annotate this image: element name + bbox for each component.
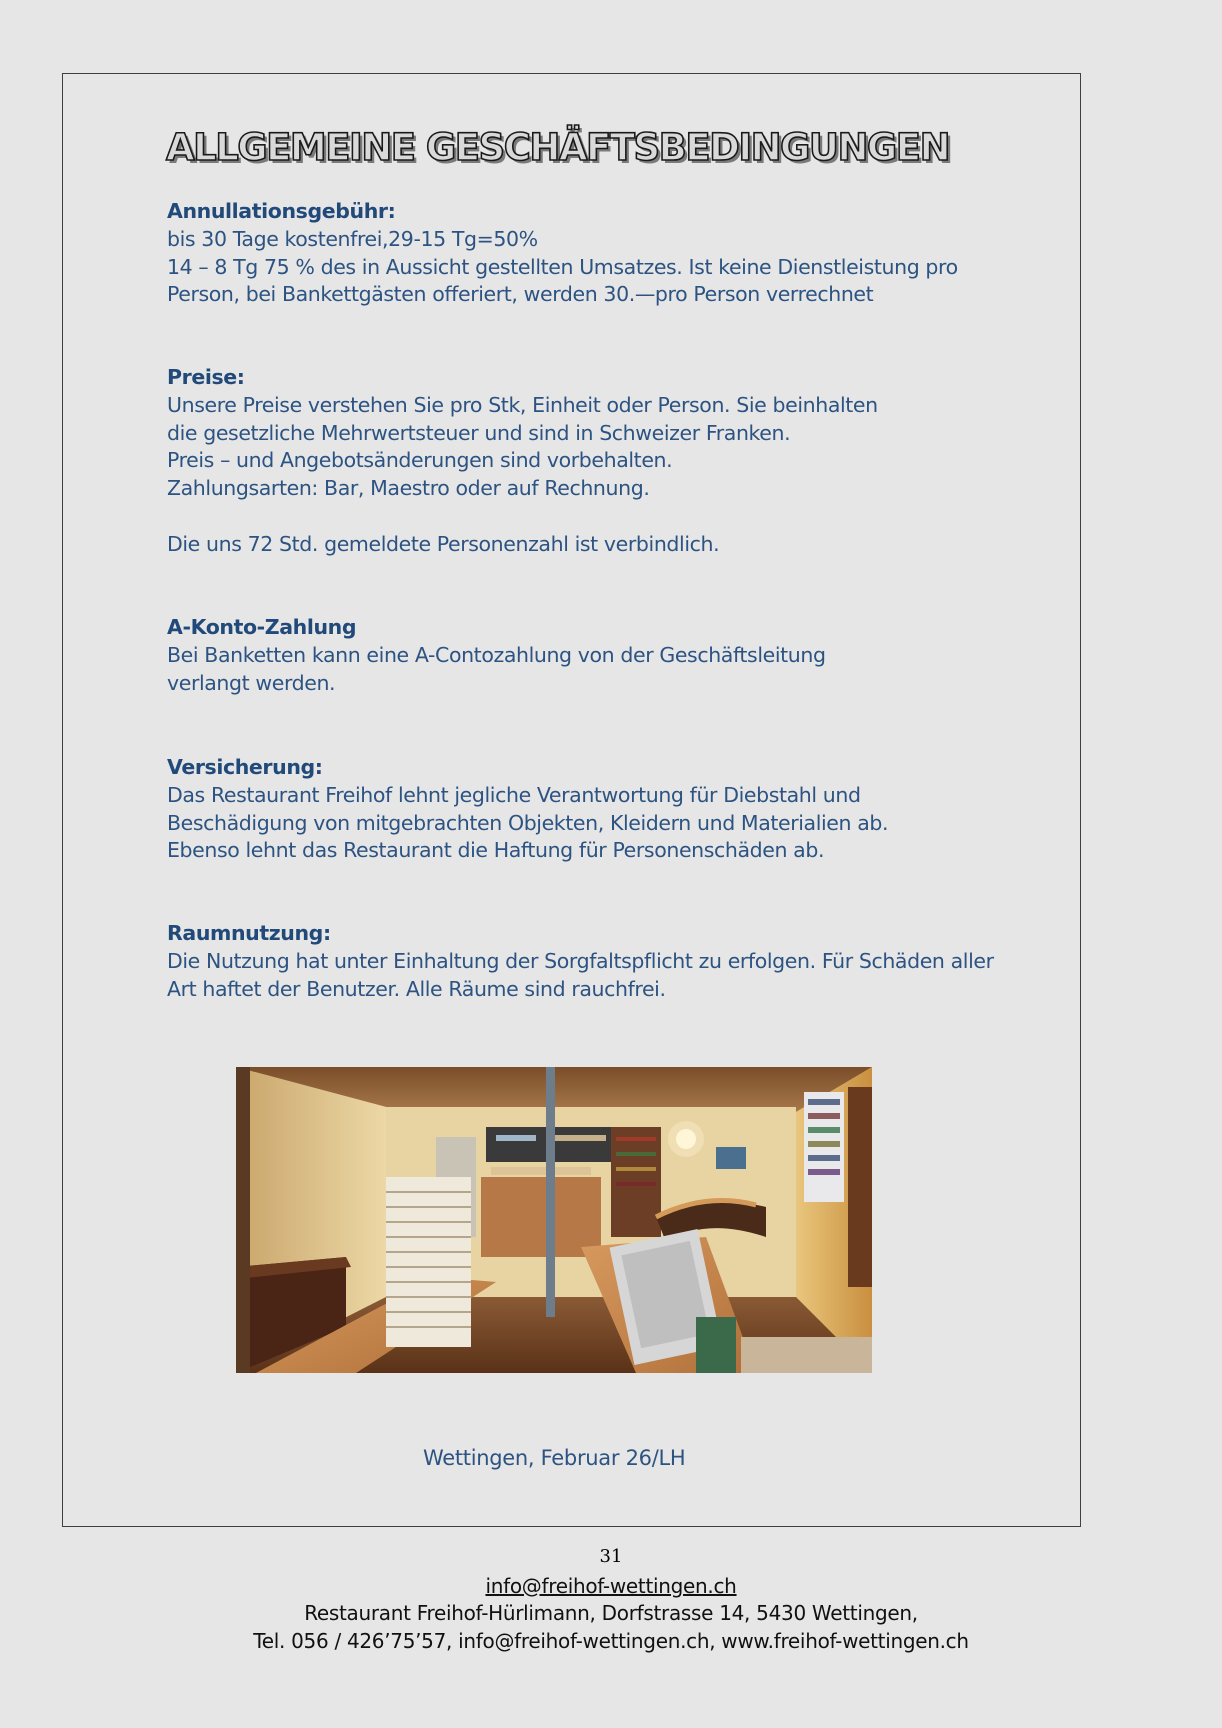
- section-heading: A-Konto-Zahlung: [167, 615, 357, 639]
- section-line: verlangt werden.: [167, 670, 336, 695]
- section-line: Unsere Preise verstehen Sie pro Stk, Einheit oder Person. Sie beinhalten: [167, 392, 878, 417]
- page-title: ALLGEMEINE GESCHÄFTSBEDINGUNGEN: [166, 126, 950, 169]
- section-heading: Raumnutzung:: [167, 921, 331, 945]
- section-preise: [167, 364, 878, 559]
- section-line: Ebenso lehnt das Restaurant die Haftung für Personenschäden ab.: [167, 838, 825, 863]
- section-versicherung: [167, 754, 888, 865]
- section-line: Art haftet der Benutzer. Alle Räume sind rauchfrei.: [167, 976, 666, 1001]
- date-signature: Wettingen, Februar 26/LH: [423, 1446, 686, 1470]
- section-heading: Versicherung:: [167, 755, 323, 779]
- restaurant-interior-illustration: [236, 1067, 872, 1373]
- section-line: Bei Banketten kann eine A-Contozahlung von der Geschäftsleitung: [167, 642, 826, 667]
- section-line: Preis – und Angebotsänderungen sind vorbehalten.: [167, 448, 673, 473]
- footer-address: Restaurant Freihof-Hürlimann, Dorfstrasse 14, 5430 Wettingen,: [304, 1601, 918, 1625]
- footer-email-link[interactable]: info@freihof-wettingen.ch: [485, 1574, 737, 1598]
- restaurant-interior-photo: [236, 1067, 872, 1373]
- section-line: Das Restaurant Freihof lehnt jegliche Verantwortung für Diebstahl und: [167, 782, 861, 807]
- section-heading: Annullationsgebühr:: [167, 199, 396, 223]
- section-heading: Preise:: [167, 365, 245, 389]
- section-annullation: [167, 198, 958, 309]
- section-note: Die uns 72 Std. gemeldete Personenzahl ist verbindlich.: [167, 531, 720, 556]
- section-line: Die Nutzung hat unter Einhaltung der Sorgfaltspflicht zu erfolgen. Für Schäden aller: [167, 948, 994, 973]
- spacer: [167, 503, 878, 531]
- section-line: Zahlungsarten: Bar, Maestro oder auf Rechnung.: [167, 476, 650, 501]
- section-line: Beschädigung von mitgebrachten Objekten, Kleidern und Materialien ab.: [167, 810, 889, 835]
- section-line: die gesetzliche Mehrwertsteuer und sind in Schweizer Franken.: [167, 420, 791, 445]
- section-line: Person, bei Bankettgästen offeriert, werden 30.—pro Person verrechnet: [167, 282, 874, 307]
- footer-contact: Tel. 056 / 426’75’57, info@freihof-wettingen.ch, www.freihof-wettingen.ch: [253, 1629, 969, 1653]
- section-line: bis 30 Tage kostenfrei,29-15 Tg=50%: [167, 226, 538, 251]
- page-number: 31: [599, 1546, 623, 1567]
- section-raumnutzung: [167, 920, 994, 1003]
- section-line: 14 – 8 Tg 75 % des in Aussicht gestellten Umsatzes. Ist keine Dienstleistung pro: [167, 254, 958, 279]
- section-akonto: [167, 614, 826, 697]
